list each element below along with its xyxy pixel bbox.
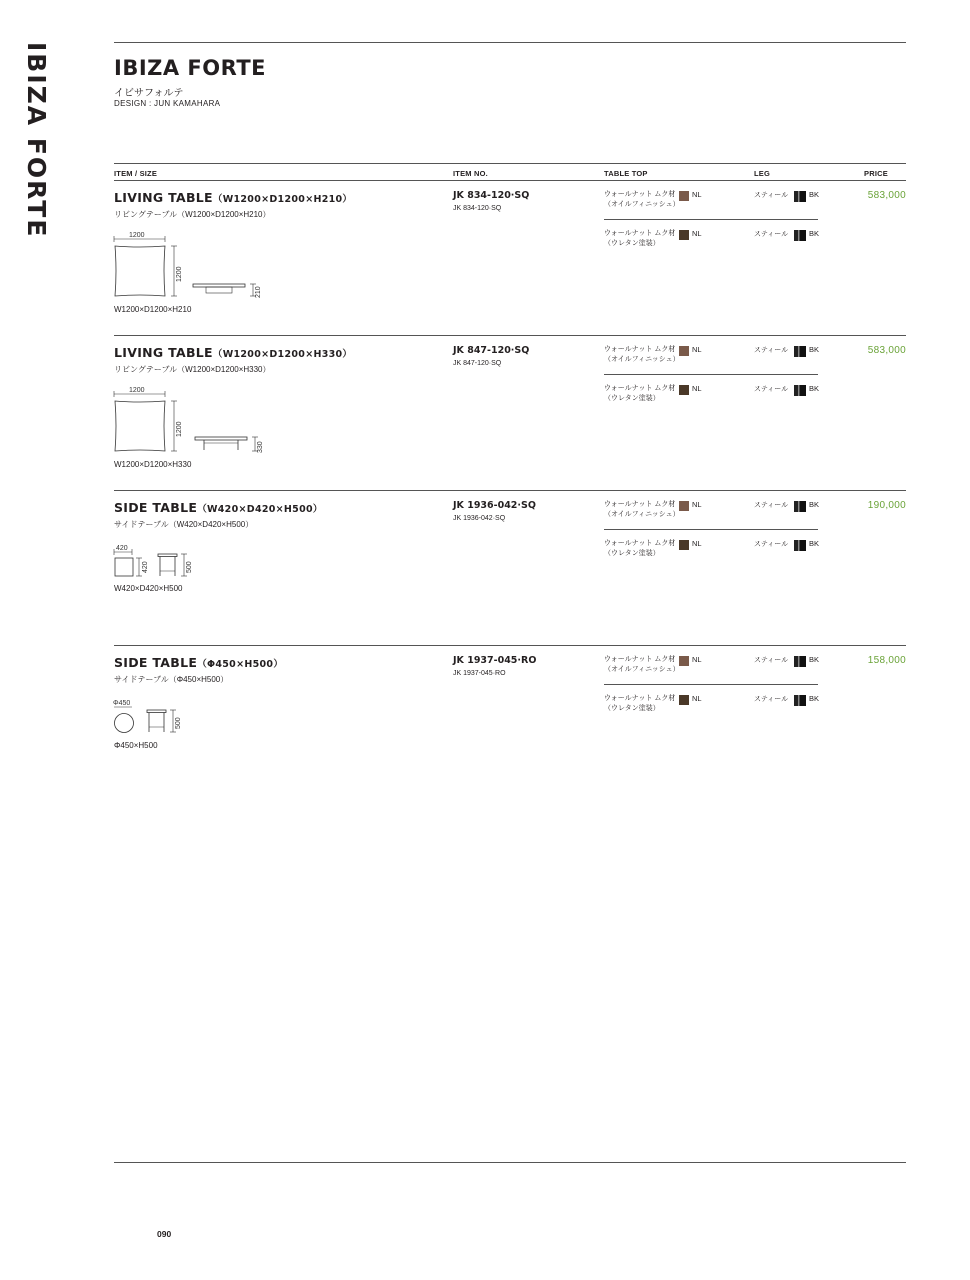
table-top-code: NL xyxy=(692,384,702,393)
leg-code: BK xyxy=(809,539,820,548)
leg-code: BK xyxy=(809,384,820,393)
finish-option xyxy=(604,384,970,414)
fig-depth-label: 1200 xyxy=(176,266,183,282)
item-name: LIVING TABLE（W1200×D1200×H330） xyxy=(114,345,353,360)
option-divider xyxy=(604,374,818,375)
table-top-material: ウォールナット ムク材 （ウレタン塗装） xyxy=(604,695,676,712)
top-rule xyxy=(114,42,906,43)
fig-width-label: 1200 xyxy=(129,232,145,239)
finish-option xyxy=(604,190,970,220)
fig-height-label: 210 xyxy=(255,286,262,298)
product-row xyxy=(0,180,970,335)
leg-material: スティール xyxy=(754,231,789,238)
item-name: SIDE TABLE（W420×D420×H500） xyxy=(114,500,323,515)
finish-option xyxy=(604,694,970,724)
living-table-drawing xyxy=(110,383,280,458)
item-number: JK 1937-045·RO xyxy=(453,655,537,666)
dimensions-caption: W1200×D1200×H210 xyxy=(114,305,192,314)
steel-swatch xyxy=(794,191,806,202)
wood-swatch xyxy=(679,191,689,201)
dimensions-caption: W420×D420×H500 xyxy=(114,584,183,593)
page-number: 090 xyxy=(157,1229,172,1239)
table-top-elevation xyxy=(147,710,166,713)
finish-option xyxy=(604,345,970,375)
leg-material: スティール xyxy=(754,386,789,393)
leg-material: スティール xyxy=(754,347,789,354)
leg-material: スティール xyxy=(754,541,789,548)
table-top-elevation xyxy=(193,284,245,287)
steel-swatch xyxy=(794,385,806,396)
table-top-plan xyxy=(115,714,134,733)
living-table-drawing xyxy=(110,228,280,303)
table-top-plan xyxy=(115,401,165,451)
steel-swatch xyxy=(794,656,806,667)
table-top-code: NL xyxy=(692,694,702,703)
option-divider xyxy=(604,529,818,530)
designer-credit: DESIGN : JUN KAMAHARA xyxy=(114,99,221,108)
fig-depth-label: 1200 xyxy=(176,421,183,437)
item-name-jp: リビングテーブル（W1200×D1200×H210） xyxy=(114,210,271,219)
leg-code: BK xyxy=(809,229,820,238)
leg-code: BK xyxy=(809,190,820,199)
finish-option xyxy=(604,500,970,530)
item-name-jp: サイドテーブル（W420×D420×H500） xyxy=(114,520,254,529)
fig-width-label: 420 xyxy=(116,545,128,552)
steel-swatch xyxy=(794,501,806,512)
table-top-material: ウォールナット ムク材 （オイルフィニッシュ） xyxy=(604,656,680,673)
item-number: JK 834-120·SQ xyxy=(453,190,530,201)
price: 158,000 xyxy=(867,655,906,666)
table-top-elevation xyxy=(195,437,247,440)
leg-code: BK xyxy=(809,694,820,703)
fig-height-label: 500 xyxy=(186,561,193,573)
steel-swatch xyxy=(794,230,806,241)
dimensions-caption: Φ450×H500 xyxy=(114,741,158,750)
table-top-code: NL xyxy=(692,539,702,548)
wood-swatch xyxy=(679,385,689,395)
col-head-price: PRICE xyxy=(864,169,888,178)
option-divider xyxy=(604,684,818,685)
fig-diameter-label: Φ450 xyxy=(113,700,131,707)
item-number: JK 1936-042·SQ xyxy=(453,500,536,511)
table-top-material: ウォールナット ムク材 （オイルフィニッシュ） xyxy=(604,501,680,518)
leg-material: スティール xyxy=(754,502,789,509)
leg-material: スティール xyxy=(754,696,789,703)
table-top-code: NL xyxy=(692,229,702,238)
leg-material: スティール xyxy=(754,192,789,199)
wood-swatch xyxy=(679,346,689,356)
leg-code: BK xyxy=(809,345,820,354)
option-divider xyxy=(604,219,818,220)
col-head-item-no: ITEM NO. xyxy=(453,169,488,178)
leg-code: BK xyxy=(809,500,820,509)
side-title: IBIZA FORTE xyxy=(22,42,51,239)
steel-swatch xyxy=(794,540,806,551)
table-top-material: ウォールナット ムク材 （ウレタン塗装） xyxy=(604,230,676,247)
fig-height-label: 500 xyxy=(175,717,182,729)
price: 583,000 xyxy=(867,190,906,201)
round-side-table-drawing xyxy=(110,695,210,740)
table-base-elevation xyxy=(206,287,232,293)
table-top-code: NL xyxy=(692,345,702,354)
col-head-item-size: ITEM / SIZE xyxy=(114,169,158,178)
product-row xyxy=(0,645,970,800)
product-row xyxy=(0,335,970,490)
leg-code: BK xyxy=(809,655,820,664)
steel-swatch xyxy=(794,695,806,706)
item-number-sub: JK 847-120·SQ xyxy=(453,360,502,367)
table-top-elevation xyxy=(158,554,177,557)
page-title-jp: イビサフォルテ xyxy=(114,88,184,99)
side-table-drawing xyxy=(110,540,210,585)
table-top-material: ウォールナット ムク材 （ウレタン塗装） xyxy=(604,540,676,557)
table-top-material: ウォールナット ムク材 （ウレタン塗装） xyxy=(604,385,676,402)
product-row xyxy=(0,490,970,645)
wood-swatch xyxy=(679,695,689,705)
table-top-material: ウォールナット ムク材 （オイルフィニッシュ） xyxy=(604,191,680,208)
footer-rule xyxy=(114,1162,906,1163)
page-title: IBIZA FORTE xyxy=(114,56,267,80)
table-top-code: NL xyxy=(692,190,702,199)
item-number-sub: JK 834-120·SQ xyxy=(453,205,502,212)
fig-height-label: 330 xyxy=(257,441,264,453)
table-top-plan xyxy=(115,246,165,296)
wood-swatch xyxy=(679,501,689,511)
item-name-jp: リビングテーブル（W1200×D1200×H330） xyxy=(114,365,271,374)
item-name: LIVING TABLE（W1200×D1200×H210） xyxy=(114,190,353,205)
col-head-table-top: TABLE TOP xyxy=(604,169,648,178)
item-number-sub: JK 1936-042·SQ xyxy=(453,515,506,522)
item-number: JK 847-120·SQ xyxy=(453,345,530,356)
finish-option xyxy=(604,539,970,569)
fig-width-label: 1200 xyxy=(129,387,145,394)
finish-option xyxy=(604,655,970,685)
item-name-jp: サイドテーブル（Φ450×H500） xyxy=(114,675,229,684)
steel-swatch xyxy=(794,346,806,357)
table-top-code: NL xyxy=(692,500,702,509)
wood-swatch xyxy=(679,230,689,240)
price: 190,000 xyxy=(867,500,906,511)
dimensions-caption: W1200×D1200×H330 xyxy=(114,460,192,469)
finish-option xyxy=(604,229,970,259)
leg-material: スティール xyxy=(754,657,789,664)
wood-swatch xyxy=(679,656,689,666)
item-number-sub: JK 1937-045·RO xyxy=(453,670,506,677)
col-head-leg: LEG xyxy=(754,169,771,178)
table-top-plan xyxy=(115,558,133,576)
item-name: SIDE TABLE（Φ450×H500） xyxy=(114,655,284,670)
header-rule-top xyxy=(114,163,906,164)
table-top-code: NL xyxy=(692,655,702,664)
table-top-material: ウォールナット ムク材 （オイルフィニッシュ） xyxy=(604,346,680,363)
price: 583,000 xyxy=(867,345,906,356)
fig-depth-label: 420 xyxy=(142,561,149,573)
wood-swatch xyxy=(679,540,689,550)
